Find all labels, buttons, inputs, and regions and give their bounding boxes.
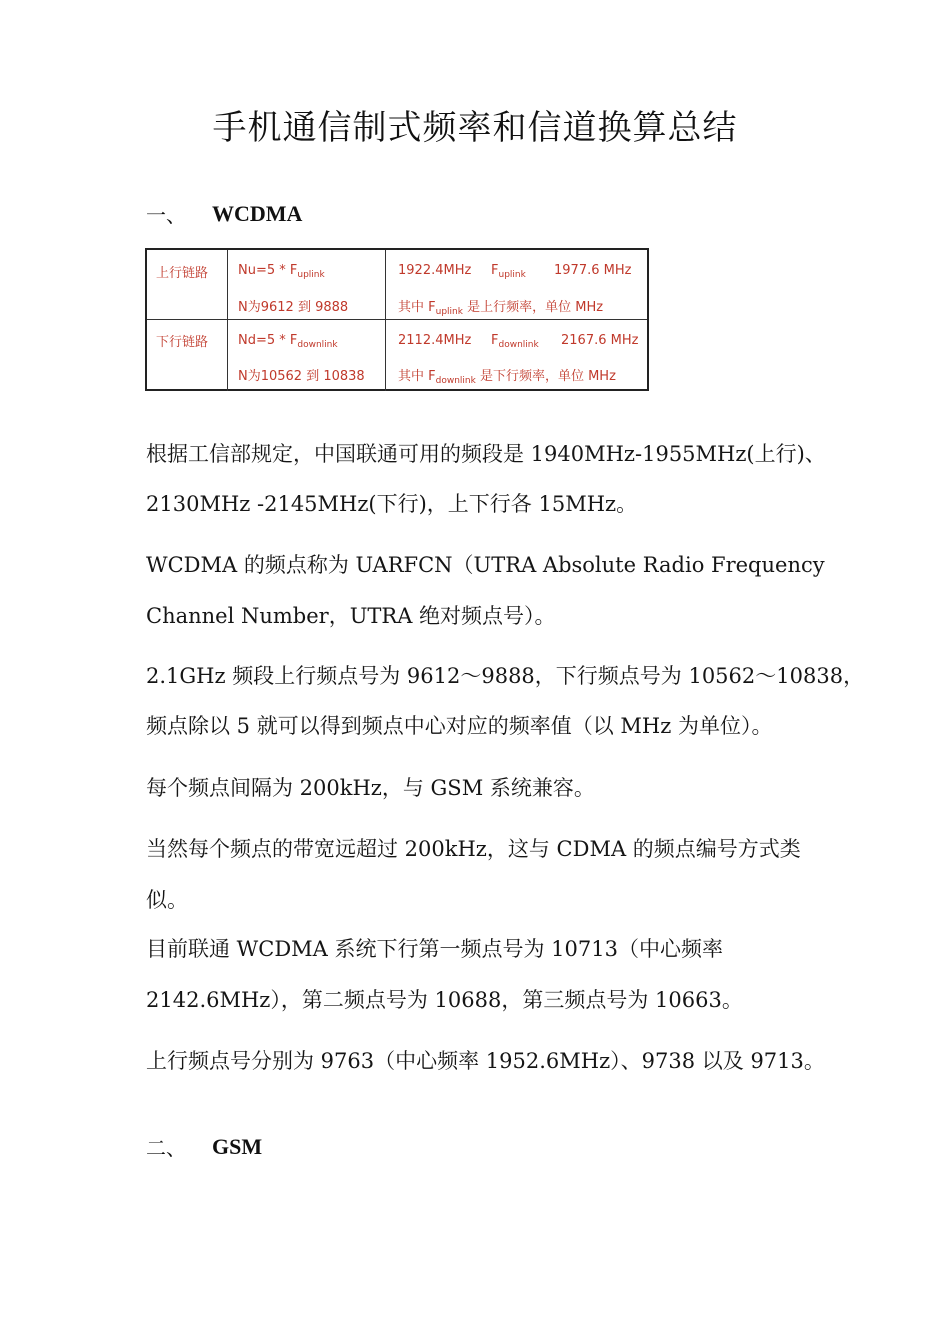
paragraph-line: 根据工信部规定，中国联通可用的频段是 1940MHz-1955MHz(上行)、 (146, 442, 826, 466)
section-heading-gsm (146, 1132, 262, 1161)
range-note: 其中 $F_{uplink}$ 是上行频率，单位 MHz (398, 300, 604, 317)
range-start: 1922.4MHz (398, 263, 472, 278)
link-name: 下行链路 (156, 335, 209, 350)
frequency-table (145, 248, 649, 391)
section-number: 二、 (146, 1136, 186, 1160)
paragraph-line: 似。 (146, 888, 188, 912)
paragraph-line: 2.1GHz 频段上行频点号为 9612～9888，下行频点号为 10562～10838， (146, 664, 865, 688)
range-variable: $F_{uplink}$ (491, 263, 526, 280)
paragraph-line: 当然每个频点的带宽远超过 200kHz，这与 CDMA 的频点编号方式类 (146, 837, 801, 861)
section-heading-wcdma (146, 199, 302, 228)
range-note: 其中 $F_{downlink}$ 是下行频率，单位 MHz (398, 369, 616, 386)
table-cell-range (386, 320, 648, 391)
link-name: 上行链路 (156, 266, 209, 281)
table-cell-link-name (147, 320, 228, 391)
paragraph-line: 频点除以 5 就可以得到频点中心对应的频率值（以 MHz 为单位）。 (146, 714, 773, 738)
paragraph-line: WCDMA 的频点称为 UARFCN（UTRA Absolute Radio Frequency (146, 553, 825, 577)
paragraph-line: 2142.6MHz），第二频点号为 10688，第三频点号为 10663。 (146, 988, 743, 1012)
range-end: 2167.6 MHz (561, 333, 639, 348)
formula-line: $Nd=5 * F_{downlink}$ (238, 333, 338, 350)
table-row-uplink (147, 250, 647, 320)
table-cell-formula (228, 320, 386, 391)
section-label: WCDMA (212, 200, 303, 226)
table-cell-link-name (147, 250, 228, 319)
channel-range: N为9612 到 9888 (238, 300, 349, 315)
table-cell-formula (228, 250, 386, 319)
page-title: 手机通信制式频率和信道换算总结 (212, 108, 738, 148)
paragraph-line: 上行频点号分别为 9763（中心频率 1952.6MHz）、9738 以及 9713。 (146, 1049, 825, 1073)
range-end: 1977.6 MHz (554, 263, 632, 278)
paragraph-line: Channel Number，UTRA 绝对频点号）。 (146, 604, 556, 628)
range-variable: $F_{downlink}$ (491, 333, 539, 350)
formula-line: $Nu=5 * F_{uplink}$ (238, 263, 325, 280)
channel-range: N为10562 到 10838 (238, 369, 365, 384)
section-label: GSM (212, 1133, 263, 1159)
paragraph-line: 目前联通 WCDMA 系统下行第一频点号为 10713（中心频率 (146, 937, 723, 961)
paragraph-line: 2130MHz -2145MHz(下行)，上下行各 15MHz。 (146, 492, 638, 516)
paragraph-line: 每个频点间隔为 200kHz，与 GSM 系统兼容。 (146, 776, 595, 800)
range-start: 2112.4MHz (398, 333, 472, 348)
table-cell-range (386, 250, 648, 319)
table-row-downlink (147, 320, 647, 391)
section-number: 一、 (146, 203, 186, 227)
